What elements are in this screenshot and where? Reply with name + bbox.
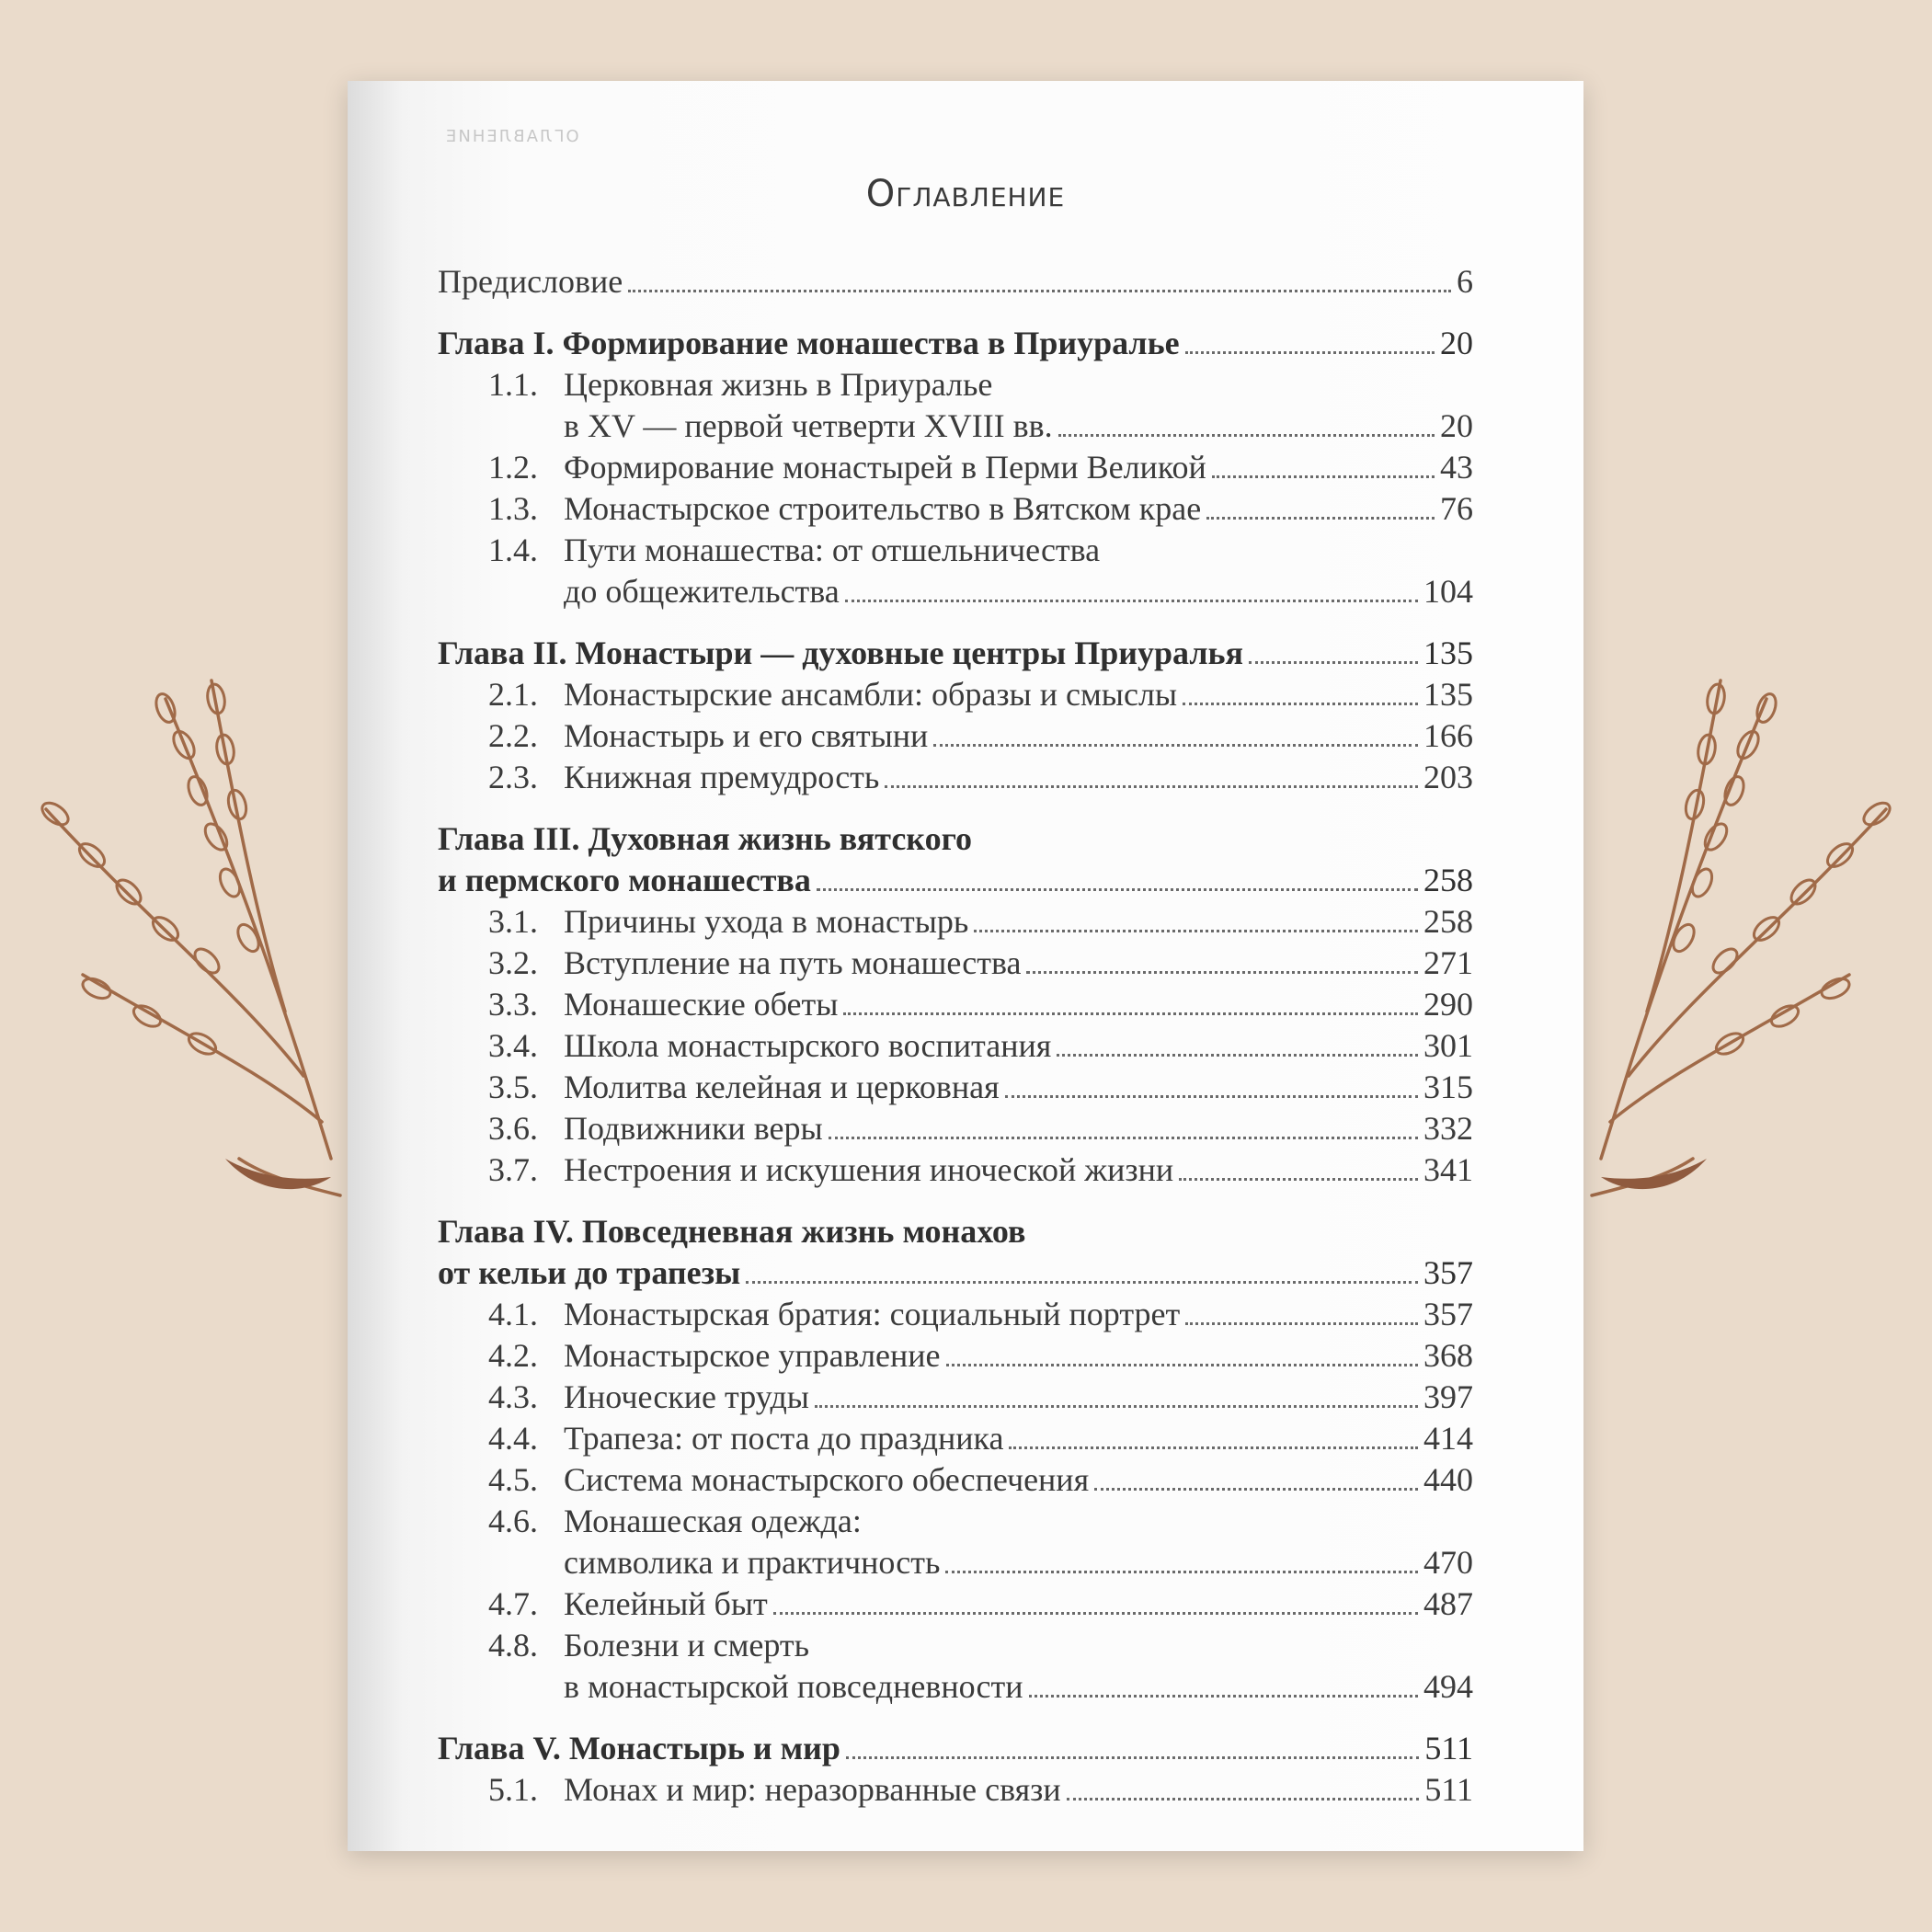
toc-section-number: 5.1.	[488, 1771, 538, 1808]
toc-entry-4-7[interactable]	[438, 1583, 1473, 1625]
dot-leader	[945, 1571, 1418, 1573]
toc-entry-title-cont: в XV — первой четверти XVIII вв.	[564, 407, 1053, 444]
toc-page-number: 397	[1423, 1378, 1473, 1415]
dot-leader	[817, 888, 1418, 891]
toc-entry-title: Монах и мир: неразорванные связи	[564, 1771, 1061, 1808]
toc-chapter-title: Глава II. Монастыри — духовные центры Приуралья	[438, 634, 1244, 671]
toc-entry-4-6[interactable]	[438, 1501, 1473, 1542]
toc-entry-title: Церковная жизнь в Приуралье	[564, 366, 993, 403]
toc-page-number: 135	[1423, 634, 1473, 671]
dot-leader	[1009, 1446, 1418, 1449]
toc-entry-3-1[interactable]	[438, 901, 1473, 943]
dot-leader	[1005, 1095, 1418, 1098]
toc-section-number: 1.1.	[488, 366, 538, 403]
toc-entry-title-cont: символика и практичность	[564, 1544, 941, 1581]
toc-entry-1-4[interactable]	[438, 530, 1473, 571]
toc-section-number: 3.5.	[488, 1069, 538, 1105]
toc-entry-2-3[interactable]	[438, 757, 1473, 798]
dot-leader	[1026, 971, 1418, 974]
toc-entry-1-1-continued[interactable]	[438, 406, 1473, 447]
toc-entry-title: Причины ухода в монастырь	[564, 903, 969, 940]
toc-section-number: 2.2.	[488, 717, 538, 754]
toc-section-number: 4.1.	[488, 1296, 538, 1332]
toc-page-number: 166	[1423, 717, 1473, 754]
toc-page-number: 271	[1423, 944, 1473, 981]
toc-page-number: 368	[1423, 1337, 1473, 1374]
toc-page-number: 301	[1423, 1027, 1473, 1064]
toc-section-number: 4.3.	[488, 1378, 538, 1415]
toc-entry-title: Пути монашества: от отшельничества	[564, 532, 1101, 568]
toc-chapter-title: Глава III. Духовная жизнь вятского	[438, 820, 973, 857]
willow-branch-right-icon	[1573, 644, 1904, 1214]
toc-page-number: 76	[1440, 490, 1473, 527]
toc-page-number: 332	[1423, 1110, 1473, 1147]
toc-section-number: 4.2.	[488, 1337, 538, 1374]
toc-chapter-5[interactable]	[438, 1728, 1473, 1769]
toc-page-number: 20	[1440, 325, 1473, 361]
toc-entry-3-4[interactable]	[438, 1025, 1473, 1067]
toc-section-number: 3.2.	[488, 944, 538, 981]
dot-leader	[1058, 434, 1435, 437]
toc-entry-2-2[interactable]	[438, 715, 1473, 757]
toc-section-number: 3.7.	[488, 1151, 538, 1188]
toc-entry-3-3[interactable]	[438, 984, 1473, 1025]
toc-entry-title: Болезни и смерть	[564, 1627, 810, 1663]
toc-entry-3-6[interactable]	[438, 1108, 1473, 1149]
dot-leader	[628, 290, 1451, 292]
dot-leader	[1029, 1695, 1419, 1698]
toc-page-number: 6	[1457, 263, 1473, 300]
toc-entry-preface[interactable]	[438, 261, 1473, 303]
dot-leader	[946, 1364, 1418, 1366]
page-title: Оглавление	[865, 173, 1066, 215]
toc-entry-title: Молитва келейная и церковная	[564, 1069, 1000, 1105]
toc-section-number: 4.7.	[488, 1585, 538, 1622]
toc-entry-1-2[interactable]	[438, 447, 1473, 488]
toc-chapter-title: Глава V. Монастырь и мир	[438, 1730, 840, 1766]
toc-entry-title: Трапеза: от поста до праздника	[564, 1420, 1004, 1457]
toc-entry-title: Нестроения и искушения иноческой жизни	[564, 1151, 1174, 1188]
toc-entry-4-8-continued[interactable]	[438, 1666, 1473, 1708]
toc-page-number: 470	[1423, 1544, 1473, 1581]
toc-page-number: 20	[1440, 407, 1473, 444]
toc-entry-title: Книжная премудрость	[564, 759, 880, 795]
dot-leader	[1206, 517, 1435, 520]
toc-page-number: 440	[1423, 1461, 1473, 1498]
dot-leader	[773, 1612, 1418, 1615]
toc-section-number: 3.4.	[488, 1027, 538, 1064]
dot-leader	[1212, 475, 1435, 478]
toc-entry-title: Иноческие труды	[564, 1378, 809, 1415]
toc-section-number: 4.6.	[488, 1503, 538, 1539]
toc-entry-5-1[interactable]	[438, 1769, 1473, 1811]
toc-entry-title: Система монастырского обеспечения	[564, 1461, 1090, 1498]
toc-chapter-3-continued[interactable]	[438, 860, 1473, 901]
toc-entry-title: Подвижники веры	[564, 1110, 823, 1147]
toc-entry-title: Монашеские обеты	[564, 986, 839, 1023]
toc-section-number: 3.3.	[488, 986, 538, 1023]
toc-page-number: 494	[1423, 1668, 1473, 1705]
toc-entry-4-6-continued[interactable]	[438, 1542, 1473, 1583]
toc-entry-1-1[interactable]	[438, 364, 1473, 406]
toc-chapter-title-cont: от кельи до трапезы	[438, 1254, 741, 1291]
dot-leader	[1185, 351, 1435, 354]
toc-entry-1-3[interactable]	[438, 488, 1473, 530]
dot-leader	[845, 600, 1418, 602]
toc-page-number: 414	[1423, 1420, 1473, 1457]
toc-entry-4-3[interactable]	[438, 1377, 1473, 1418]
dot-leader	[933, 744, 1418, 747]
toc-section-number: 4.4.	[488, 1420, 538, 1457]
toc-entry-title: Келейный быт	[564, 1585, 768, 1622]
toc-entry-title: Вступление на путь монашества	[564, 944, 1022, 981]
toc-section-number: 4.5.	[488, 1461, 538, 1498]
dot-leader	[1067, 1798, 1420, 1801]
toc-page-number: 511	[1424, 1771, 1473, 1808]
dot-leader	[1094, 1488, 1418, 1491]
toc-page-number: 104	[1423, 573, 1473, 610]
toc-section-number: 3.6.	[488, 1110, 538, 1147]
book-page	[348, 81, 1583, 1851]
toc-section-number: 2.1.	[488, 676, 538, 713]
table-of-contents	[438, 261, 1473, 1811]
toc-entry-title: Школа монастырского воспитания	[564, 1027, 1052, 1064]
toc-page-number: 315	[1423, 1069, 1473, 1105]
toc-entry-2-1[interactable]	[438, 674, 1473, 715]
dot-leader	[746, 1281, 1418, 1284]
toc-entry-title: Монастырские ансамбли: образы и смыслы	[564, 676, 1178, 713]
dot-leader	[1183, 703, 1418, 705]
toc-page-number: 43	[1440, 449, 1473, 486]
toc-chapter-2[interactable]	[438, 633, 1473, 674]
toc-section-number: 1.2.	[488, 449, 538, 486]
toc-chapter-title: Глава IV. Повседневная жизнь монахов	[438, 1213, 1026, 1250]
toc-entry-title-cont: до общежительства	[564, 573, 840, 610]
toc-entry-title: Монашеская одежда:	[564, 1503, 862, 1539]
toc-page-number: 258	[1423, 862, 1473, 898]
dot-leader	[815, 1405, 1418, 1408]
toc-section-number: 1.3.	[488, 490, 538, 527]
toc-entry-4-2[interactable]	[438, 1335, 1473, 1377]
dot-leader	[1249, 661, 1418, 664]
toc-section-number: 1.4.	[488, 532, 538, 568]
dot-leader	[974, 930, 1418, 932]
toc-page-number: 357	[1423, 1296, 1473, 1332]
toc-section-number: 3.1.	[488, 903, 538, 940]
toc-entry-title: Монастырь и его святыни	[564, 717, 929, 754]
toc-page-number: 487	[1423, 1585, 1473, 1622]
toc-page-number: 511	[1424, 1730, 1473, 1766]
willow-branch-left-icon	[28, 644, 359, 1214]
dot-leader	[885, 785, 1418, 788]
toc-page-number: 203	[1423, 759, 1473, 795]
toc-section-number: 2.3.	[488, 759, 538, 795]
toc-entry-4-5[interactable]	[438, 1459, 1473, 1501]
toc-entry-title-cont: в монастырской повседневности	[564, 1668, 1023, 1705]
toc-page-number: 135	[1423, 676, 1473, 713]
dot-leader	[829, 1137, 1418, 1139]
toc-entry-title: Монастырское строительство в Вятском крае	[564, 490, 1202, 527]
toc-entry-4-4[interactable]	[438, 1418, 1473, 1459]
dot-leader	[1057, 1054, 1418, 1057]
dot-leader	[843, 1012, 1418, 1015]
toc-entry-title: Предисловие	[438, 263, 623, 300]
toc-entry-4-8[interactable]	[438, 1625, 1473, 1666]
toc-entry-title: Монастырская братия: социальный портрет	[564, 1296, 1181, 1332]
toc-entry-3-5[interactable]	[438, 1067, 1473, 1108]
toc-page-number: 290	[1423, 986, 1473, 1023]
toc-chapter-3[interactable]	[438, 818, 1473, 860]
toc-page-number: 357	[1423, 1254, 1473, 1291]
dot-leader	[1185, 1322, 1418, 1325]
toc-entry-title: Монастырское управление	[564, 1337, 941, 1374]
toc-chapter-4-continued[interactable]	[438, 1252, 1473, 1294]
toc-chapter-title-cont: и пермского монашества	[438, 862, 811, 898]
toc-chapter-4[interactable]	[438, 1211, 1473, 1252]
toc-chapter-1[interactable]	[438, 323, 1473, 364]
toc-entry-1-4-continued[interactable]	[438, 571, 1473, 612]
dot-leader	[1179, 1178, 1418, 1181]
toc-entry-3-2[interactable]	[438, 943, 1473, 984]
toc-section-number: 4.8.	[488, 1627, 538, 1663]
toc-entry-title: Формирование монастырей в Перми Великой	[564, 449, 1206, 486]
toc-page-number: 341	[1423, 1151, 1473, 1188]
toc-entry-3-7[interactable]	[438, 1149, 1473, 1191]
toc-entry-4-1[interactable]	[438, 1294, 1473, 1335]
running-head-bleedthrough: ОГЛАВЛЕНИЕ	[444, 127, 579, 146]
toc-chapter-title: Глава I. Формирование монашества в Приуралье	[438, 325, 1180, 361]
toc-page-number: 258	[1423, 903, 1473, 940]
dot-leader	[846, 1756, 1419, 1759]
